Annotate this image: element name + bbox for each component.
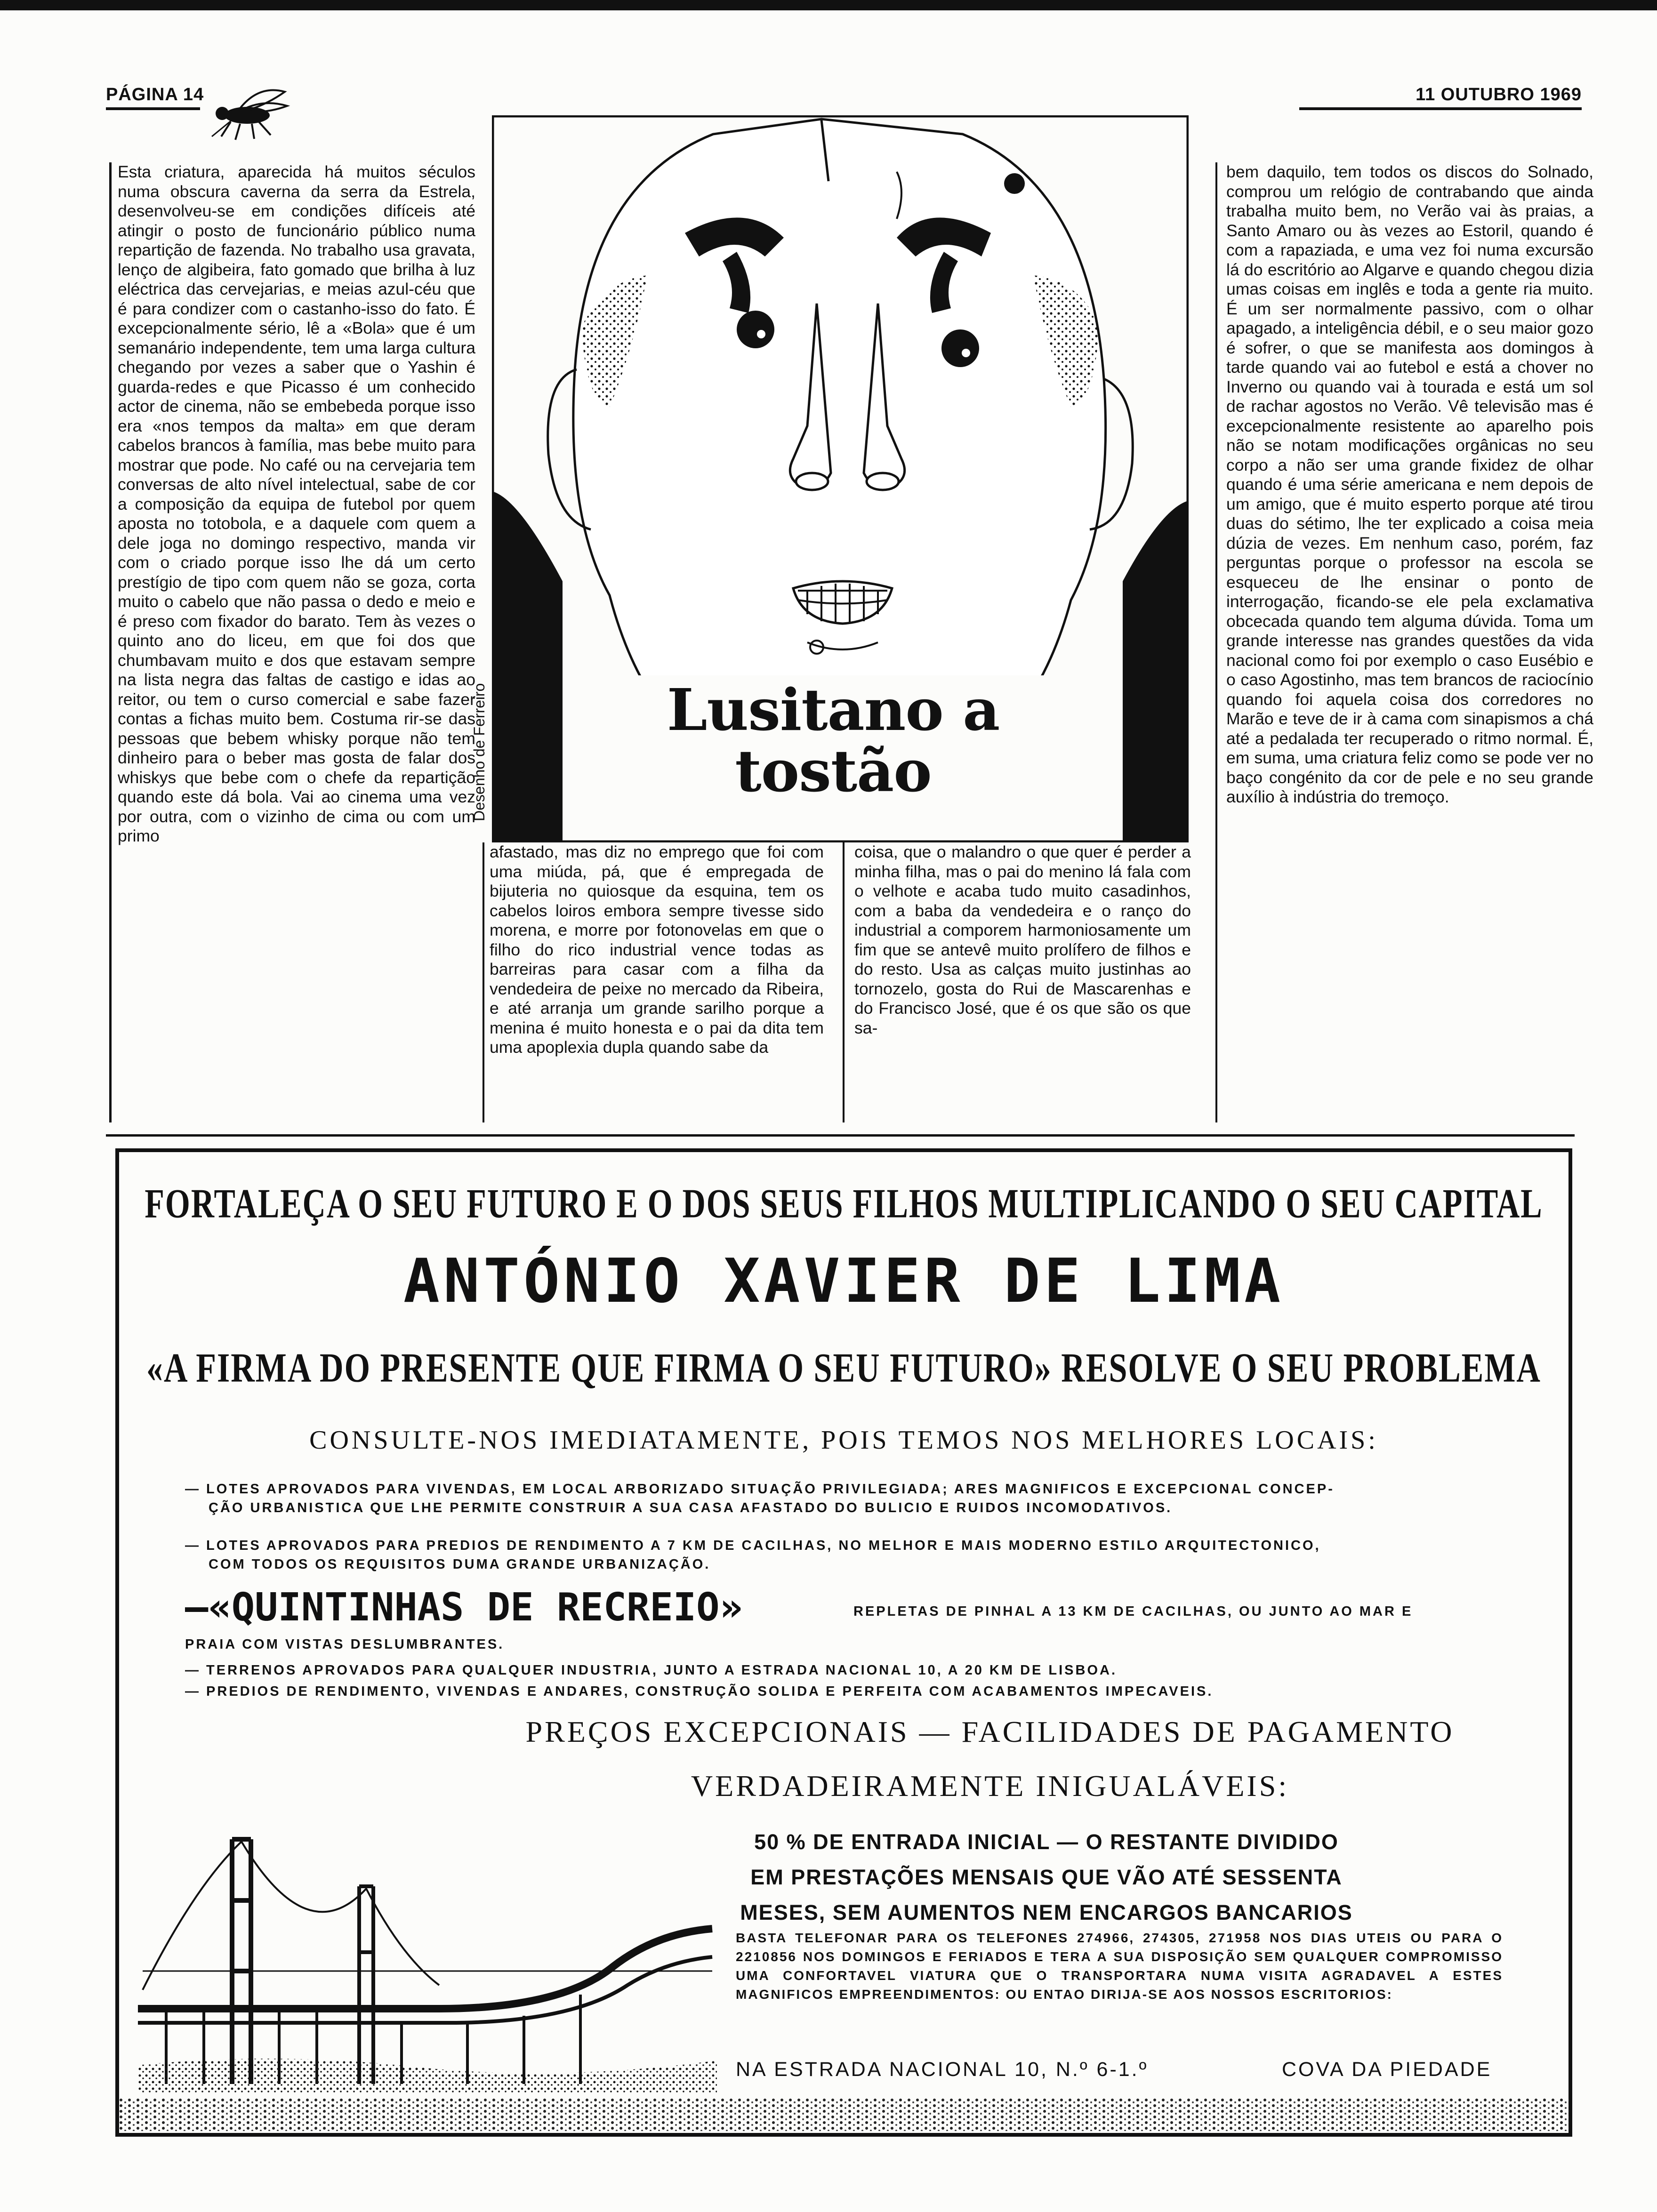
header-rule-left [106, 107, 200, 110]
advert-item: — PREDIOS DE RENDIMENTO, VIVENDAS E ANDARES, CONSTRUÇÃO SOLIDA E PERFEITA COM ACABAMENTOS IMPECAVEIS. [185, 1684, 1214, 1699]
article-title: Lusitano a tostão [577, 675, 1090, 805]
article-column-1: Esta criatura, aparecida há muitos séculos numa obscura caverna da serra da Estrela, desenvolveu-se em condições difíceis até atingir o posto de funcionário público numa repartição de fazenda. No trabalho usa gravata, lenço de algibeira, fato gomado que brilha à luz eléctrica das cervejarias, e meias azul-céu que é para condizer com o castanho-isso do fato. É excepcionalmente sério, lê a «Bola» que é um semanário independente, tem uma larga cultura chegando por vezes a saber que o Yashin é guarda-redes e que Picasso é um conhecido actor de cinema, não se embebeda porque isso era «nos tempos da malta» em que deram cabelos brancos à família, mas bebe muito para mostrar que pode. No café ou na cervejaria tem conversas de alto nível intelectual, sabe de cor a composição da equipa de futebol por quem aposta no totobola, e a daquele com quem a dele joga no domingo respectivo, manda vir com o criado porque isso lhe dá um certo prestígio de tipo com quem não se goza, corta muito o cabelo que não passa o dedo e meio e é preso com fixador do barato. Tem às vezes o quinto ano do liceu, em que foi dos que chumbavam muito e dos que estavam sempre na lista negra das faltas de castigo e idas ao reitor, ou tem o curso comercial e sabe fazer contas a fichas muito bem. Costuma rir-se das pessoas que bebem whisky porque não tem dinheiro para o beber mas gosta de falar dos whiskys que bebe com o chefe da repartição quando este dá bola. Vai ao cinema uma vez por outra, com o vizinho de cima ou com um primo [118, 162, 475, 845]
advert-headline: FORTALEÇA O SEU FUTURO E O DOS SEUS FILHOS MULTIPLICANDO O SEU CAPITAL [145, 1180, 1543, 1227]
page-date: 11 OUTUBRO 1969 [1416, 85, 1582, 104]
advert-prices: PREÇOS EXCEPCIONAIS — FACILIDADES DE PAGAMENTO [525, 1715, 1455, 1748]
column-rule-left [109, 162, 112, 1122]
section-rule [106, 1134, 1575, 1137]
advert-offer: 50 % DE ENTRADA INICIAL — O RESTANTE DIVIDIDO [754, 1830, 1339, 1854]
advert-company-name: ANTÓNIO XAVIER DE LIMA [403, 1246, 1285, 1316]
illustration-credit: Desenho de Ferreiro [471, 683, 488, 821]
column-rule [1215, 162, 1217, 1122]
advert-item: COM TODOS OS REQUISITOS DUMA GRANDE URBANIZAÇÃO. [209, 1557, 711, 1572]
advert-consult: CONSULTE-NOS IMEDIATAMENTE, POIS TEMOS NOS MELHORES LOCAIS: [309, 1426, 1378, 1455]
halftone-strip [119, 2098, 1569, 2131]
fly-icon [202, 82, 292, 144]
advert-item: — LOTES APROVADOS PARA PREDIOS DE RENDIMENTO A 7 KM DE CACILHAS, NO MELHOR E MAIS MODERNO ESTILO ARQUITECTONICO, [185, 1538, 1321, 1553]
advert-item: — LOTES APROVADOS PARA VIVENDAS, EM LOCAL ARBORIZADO SITUAÇÃO PRIVILEGIADA; ARES MAGNIFICOS E EXCEPCIONAL CONCEP- [185, 1482, 1335, 1497]
advert-item: PRAIA COM VISTAS DESLUMBRANTES. [185, 1637, 505, 1652]
advert-offer: MESES, SEM AUMENTOS NEM ENCARGOS BANCARIOS [740, 1900, 1353, 1924]
advert-prices: VERDADEIRAMENTE INIGUALÁVEIS: [691, 1769, 1289, 1803]
article-column-3: coisa, que o malandro o que quer é perder a minha filha, mas o pai do menino lá fala com o velhote e acaba tudo muito casadinhos, com a baba da vendedeira e o ranço do industrial a comporem harmoniosamente um fim que se antevê muito prolífero de filhos e do resto. Usa as calças muito justinhas ao tornozelo, gosta do Rui de Mascarenhas e do Francisco José, que é os que são os que sa- [854, 842, 1191, 1037]
real-estate-advert [115, 1148, 1572, 2137]
advert-slogan: «A FIRMA DO PRESENTE QUE FIRMA O SEU FUTURO» RESOLVE O SEU PROBLEMA [146, 1346, 1541, 1391]
column-rule [843, 842, 845, 1122]
article-column-4: bem daquilo, tem todos os discos do Solnado, comprou um relógio de contrabando que ainda trabalha muito bem, no Verão vai às praias, a Santo Amaro ou às vezes ao Estoril, quando é com a rapaziada, e uma vez foi numa excursão lá do escritório ao Algarve e quando chegou dizia umas coisas em inglês e toda a gente ria muito. É um ser normalmente passivo, com o olhar apagado, a inteligência débil, e o seu maior gozo é sofrer, o que se manifesta aos domingos à tarde quando vai ao futebol e está a chover no Inverno ou quando vai à tourada e está um sol de rachar agostos no Verão. Vê televisão mas é excepcionalmente resistente ao aparelho pois não se notam modificações orgânicas no seu corpo a não ser uma grande fixidez de olhar quando é uma série americana e nem depois de um amigo, que é muito esperto porque até tirou duas do sétimo, lhe ter explicado a coisa meia dúzia de vezes. Em nenhum caso, porém, faz perguntas porque o professor na escola se esqueceu de lhe ensinar o ponto de interrogação, ficando-se ele pela exclamativa obcecada quando tem alguma dúvida. Toma um grande interesse nas grandes questões da vida nacional como foi por exemplo o caso Eusébio e o caso Agostinho, mas tem brancos de raciocínio quando foi aquela coisa dos corredores no Marão e teve de ir à cama com sinapismos a chá até a pedalada ter recuperado o ritmo normal. É, em suma, uma criatura feliz como se pode ver no baço congénito da cor de pele e no seu grande auxílio à indústria do tremoço. [1226, 162, 1593, 806]
advert-instructions: BASTA TELEFONAR PARA OS TELEFONES 274966, 274305, 271958 NOS DIAS UTEIS OU PARA O 2210856 NOS DOMINGOS E FERIADOS E TERA A SUA DISPOSIÇÃO SEM QUALQUER COMPROMISSO UMA CONFORTAVEL VIATURA QUE O TRANSPORTARA NUMA VISITA AGRADAVEL A ESTES MAGNIFICOS EMPREENDIMENTOS: OU ENTAO DIRIJA-SE AOS NOSSOS ESCRITORIOS: [736, 1931, 1503, 2002]
advert-item: REPLETAS DE PINHAL A 13 KM DE CACILHAS, OU JUNTO AO MAR E [853, 1604, 1413, 1619]
advert-locality: COVA DA PIEDADE [1282, 2058, 1492, 2081]
article-column-2: afastado, mas diz no emprego que foi com uma miúda, pá, que é empregada de bijuteria no quiosque da esquina, tem os cabelos loiros embora sempre tivesse sido morena, e morre por fotonovelas em que o filho do rico industrial vence todas as barreiras para casar com a filha da vendedeira de peixe no mercado da Ribeira, e até arranja um grande sarilho porque a menina é muito honesta e o pai da dita tem uma apoplexia dupla quando sabe da [490, 842, 824, 1057]
advert-address: NA ESTRADA NACIONAL 10, N.º 6-1.º [736, 2058, 1149, 2081]
top-border [0, 0, 1657, 10]
bridge-illustration [138, 1830, 717, 2093]
header-rule-right [1299, 107, 1582, 110]
advert-quintinhas: —«QUINTINHAS DE RECREIO» [185, 1585, 743, 1630]
advert-item: ÇÃO URBANISTICA QUE LHE PERMITE CONSTRUIR A SUA CASA AFASTADO DO BULICIO E RUIDOS INCOMODATIVOS. [209, 1500, 1173, 1515]
advert-offer: EM PRESTAÇÕES MENSAIS QUE VÃO ATÉ SESSENTA [750, 1865, 1343, 1889]
page-number: PÁGINA 14 [106, 85, 204, 104]
column-rule [483, 842, 484, 1122]
advert-item: — TERRENOS APROVADOS PARA QUALQUER INDUSTRIA, JUNTO A ESTRADA NACIONAL 10, A 20 KM DE LISBOA. [185, 1663, 1118, 1678]
